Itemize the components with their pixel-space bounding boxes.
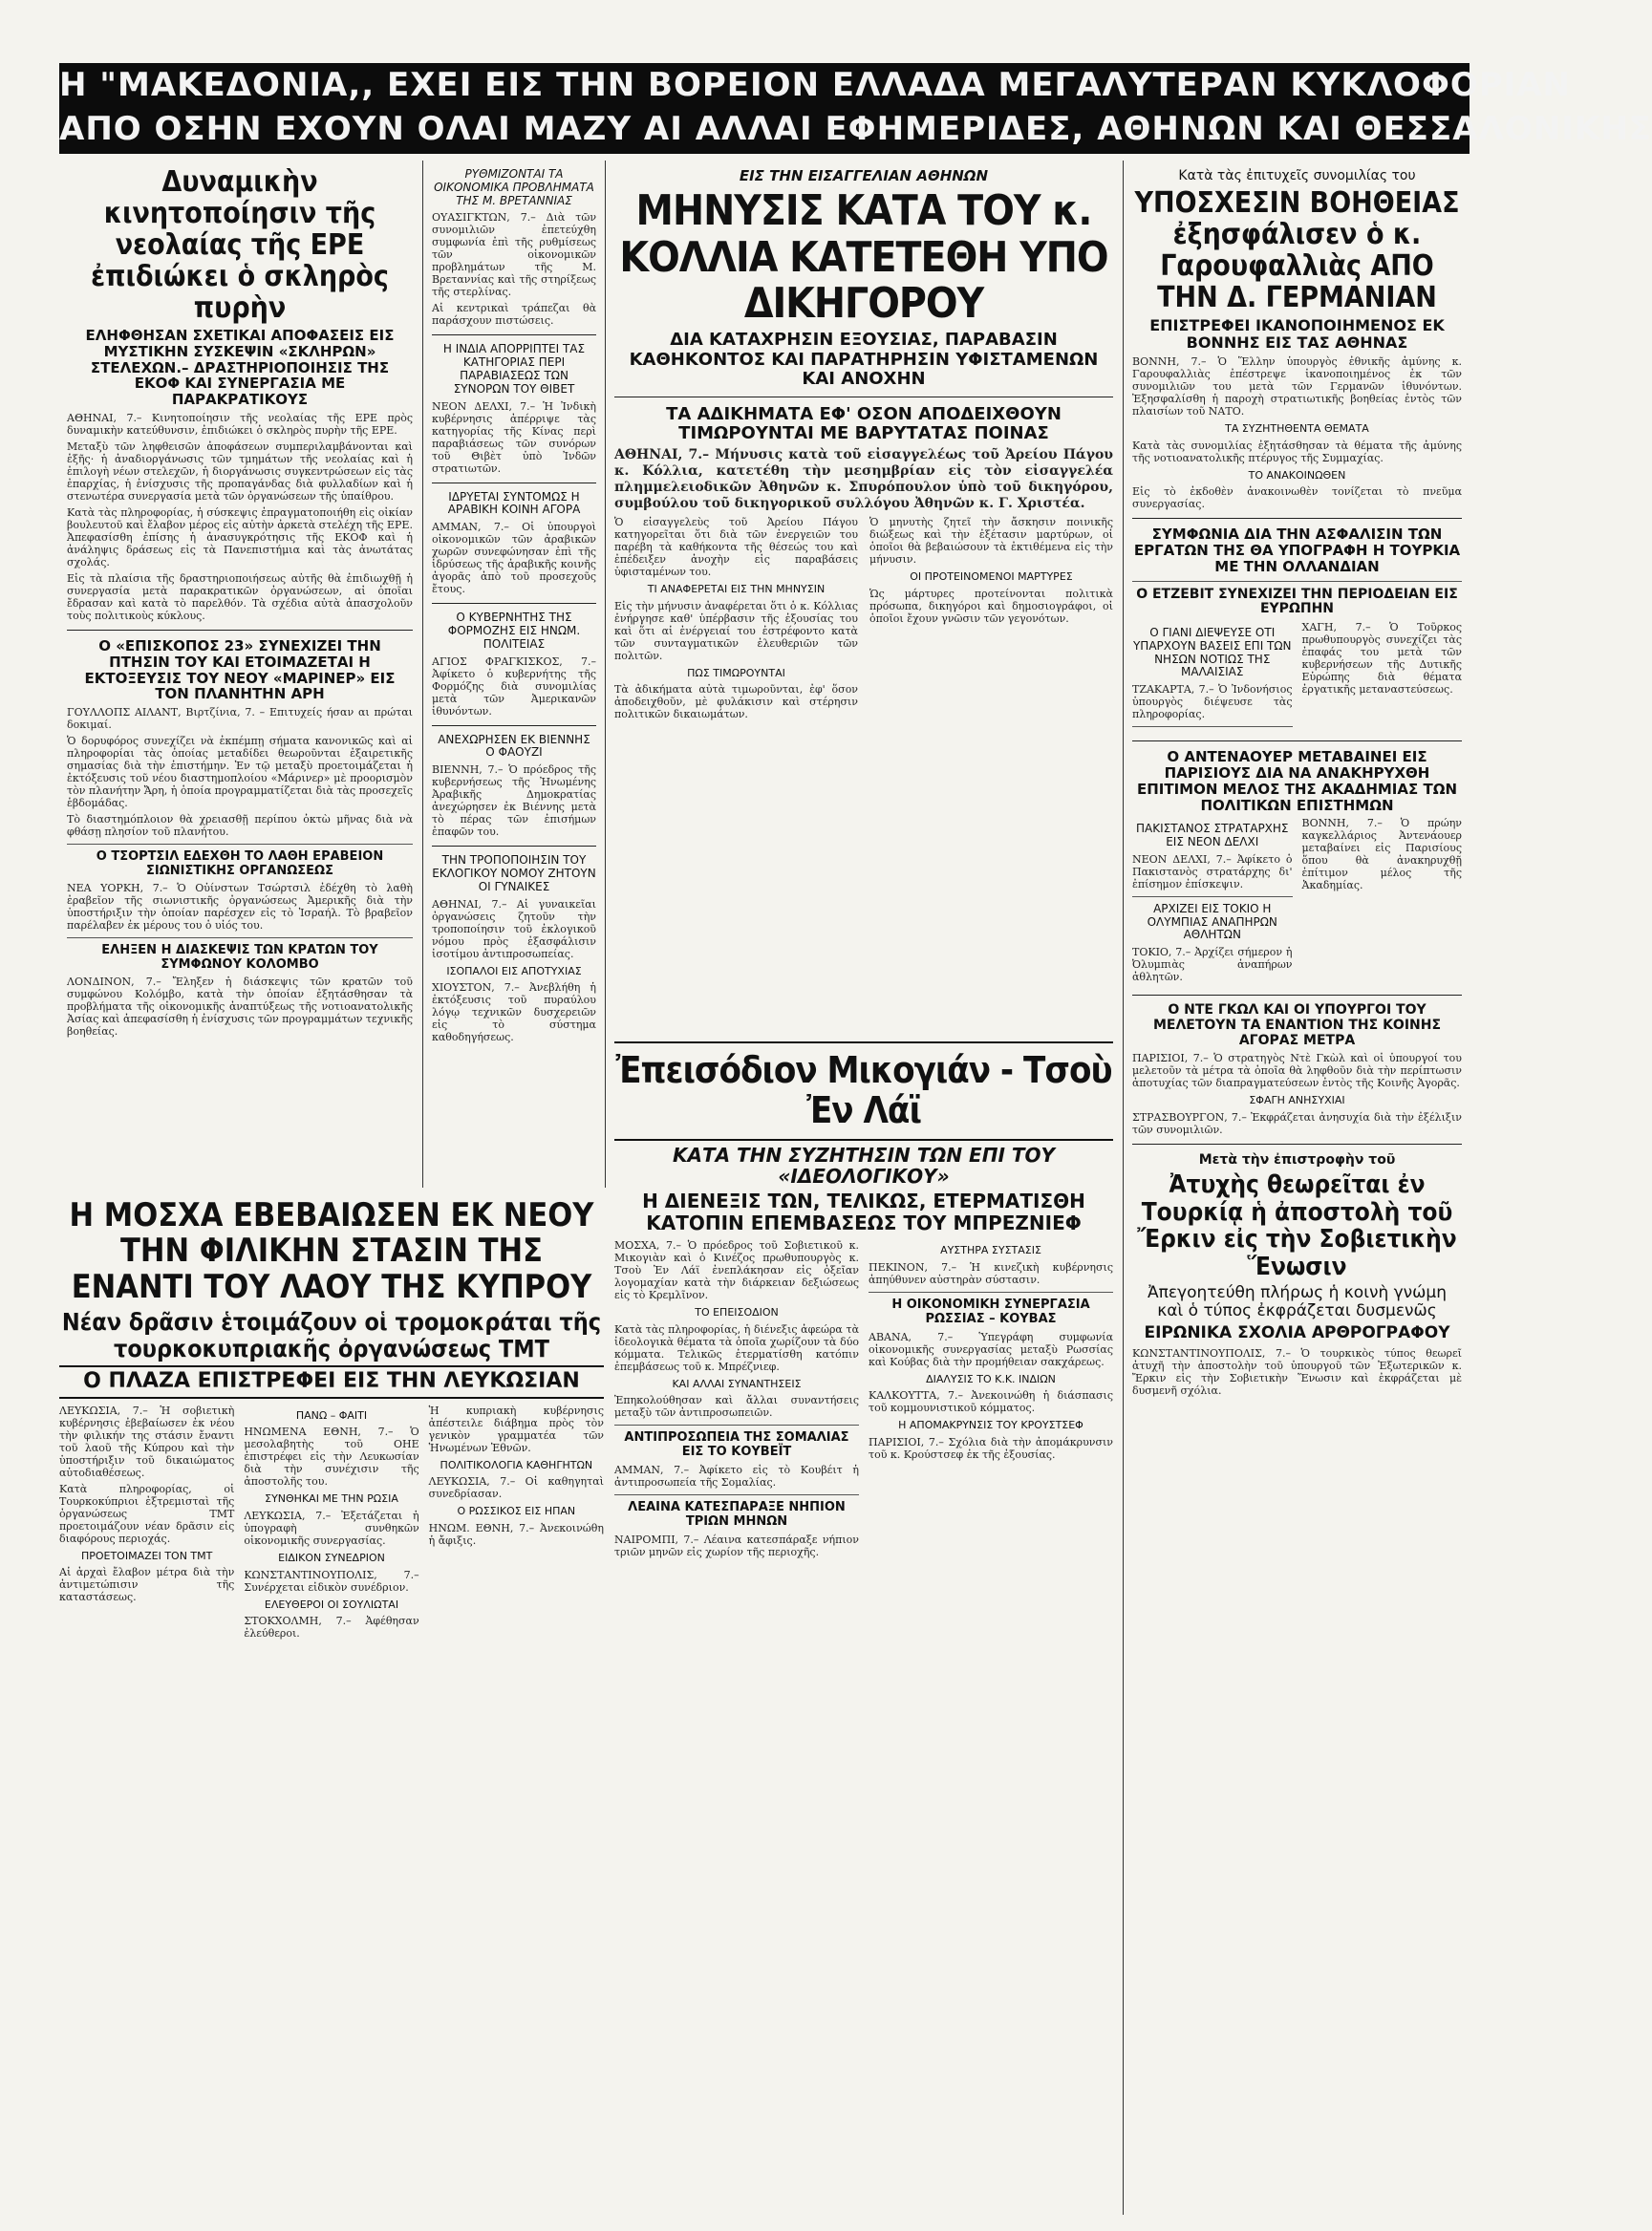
article-body: ΑΘΗΝΑΙ, 7.– Κινητοποίησιν τῆς νεολαίας τῆς ΕΡΕ πρὸς δυναμικὴν κατεύθυνσιν, ἐπιδιώκει ὁ σκληρὸς πυρὴν τῆς ΕΡΕ. — [67, 411, 413, 437]
article-body-filler: ΝΕΟΝ ΔΕΛΧΙ, 7.– Ἀφίκετο ὁ Πακιστανὸς στρατάρχης δι' ἐπίσημον ἐπίσκεψιν. — [1132, 852, 1293, 890]
article-lede: ΑΘΗΝΑΙ, 7.– Μήνυσις κατὰ τοῦ εἰσαγγελέως τοῦ Ἀρείου Πάγου κ. Κόλλια, κατετέθη τὴν μεσημβρίαν εἰς τὸν εἰσαγγελέα πλημμελειοδικῶν Ἀθηνῶν κ. Σπυρόπουλον ὑπὸ τοῦ δικηγόρου, συμβούλου τοῦ δικηγορικοῦ συλλόγου Ἀθηνῶν κ. Γ. Χριστέα. — [614, 447, 1113, 512]
article-body-filler: ΑΒΑΝΑ, 7.– Ὑπεγράφη συμφωνία οἰκονομικῆς συνεργασίας μεταξὺ Ρωσσίας καὶ Κούβας διὰ τὴν προμήθειαν σακχάρεως. — [869, 1330, 1113, 1368]
article-body-filler: Κατὰ τὰς πληροφορίας, ἡ διένεξις ἀφεώρα τὰ ἰδεολογικὰ θέματα τὰ ὁποῖα χωρίζουν τὰ δύο κόμματα. Τελικῶς ἐτερματίσθη κατόπιν ἐπεμβάσεως τοῦ κ. Μπρέζνιεφ. — [614, 1322, 859, 1373]
section-subhead: ΤΟ ΕΠΕΙΣΟΔΙΟΝ — [695, 1306, 779, 1319]
article-kicker: Κατὰ τὰς ἐπιτυχεῖς συνομιλίας του — [1178, 168, 1416, 183]
section-subhead: ΟΙ ΠΡΟΤΕΙΝΟΜΕΝΟΙ ΜΑΡΤΥΡΕΣ — [910, 570, 1073, 584]
article-subcolumn — [1132, 621, 1293, 733]
section-subhead: ΤΑ ΣΥΖΗΤΗΘΕΝΤΑ ΘΕΜΑΤΑ — [1225, 421, 1369, 435]
article-headline: Δυναμικὴν κινητοποίησιν τῆς νεολαίας τῆς ΕΡΕ ἐπιδιώκει ὁ σκληρὸς πυρὴν — [91, 165, 389, 325]
article-body-filler: ΠΑΡΙΣΙΟΙ, 7.– Ὁ στρατηγὸς Ντὲ Γκὼλ καὶ οἱ ὑπουργοί του μελετοῦν τὰ μέτρα τὰ ὁποῖα θὰ ληφθοῦν διὰ τὴν περίπτωσιν ἀποτυχίας τῶν διαπραγματεύσεων ἐντὸς τῆς Κοινῆς Ἀγορᾶς. — [1132, 1052, 1462, 1090]
section-subhead: ΙΣΟΠΑΛΟΙ ΕΙΣ ΑΠΟΤΥΧΙΑΣ — [446, 964, 582, 977]
article-headline: ΙΔΡΥΕΤΑΙ ΣΥΝΤΟΜΩΣ Η ΑΡΑΒΙΚΗ ΚΟΙΝΗ ΑΓΟΡΑ — [447, 489, 581, 517]
article-body-filler: ΣΤΟΚΧΟΛΜΗ, 7.– Ἀφέθησαν ἐλεύθεροι. — [244, 1615, 419, 1641]
article-body-filler: ΧΙΟΥΣΤΟΝ, 7.– Ἀνεβλήθη ἡ ἐκτόξευσις τοῦ πυραύλου λόγῳ τεχνικῶν δυσχερειῶν εἰς τὸ σύστημα καθοδηγήσεως. — [432, 981, 596, 1044]
article-headline: ΑΡΧΙΖΕΙ ΕΙΣ ΤΟΚΙΟ Η ΟΛΥΜΠΙΑΣ ΑΝΑΠΗΡΩΝ ΑΘΛΗΤΩΝ — [1147, 901, 1277, 942]
section-subhead: ΕΛΕΥΘΕΡΟΙ ΟΙ ΣΟΥΛΙΩΤΑΙ — [264, 1598, 399, 1611]
article-body-filler: ΑΜΜΑΝ, 7.– Ἀφίκετο εἰς τὸ Κουβέιτ ἡ ἀντιπροσωπεία τῆς Σομαλίας. — [614, 1464, 859, 1490]
banner-line-1: Η "ΜΑΚΕΔΟΝΙΑ,, ΕΧΕΙ ΕΙΣ ΤΗΝ ΒΟΡΕΙΟΝ ΕΛΛΑΔΑ ΜΕΓΑΛΥΤΕΡΑΝ ΚΥΚΛΟΦΟΡΙΑΝ — [59, 66, 1572, 104]
article-headline: Η ΙΝΔΙΑ ΑΠΟΡΡΙΠΤΕΙ ΤΑΣ ΚΑΤΗΓΟΡΙΑΣ ΠΕΡΙ ΠΑΡΑΒΙΑΣΕΩΣ ΤΩΝ ΣΥΝΟΡΩΝ ΤΟΥ ΘΙΒΕΤ — [442, 342, 586, 396]
article-body-filler: ΒΟΝΝΗ, 7.– Ὁ πρώην καγκελλάριος Ἀντενάουερ μεταβαίνει εἰς Παρισίους ὅπου θὰ ἀνακηρυχθῇ ἐπίτιμον μέλος τῆς Ἀκαδημίας. — [1301, 817, 1462, 892]
article-body-filler: ΗΝΩΜ. ΕΘΝΗ, 7.– Ἀνεκοινώθη ἡ ἄφιξις. — [428, 1522, 604, 1548]
section-subhead: ΣΥΝΘΗΚΑΙ ΜΕ ΤΗΝ ΡΩΣΙΑ — [265, 1492, 398, 1506]
article-body-filler: Ὁ δορυφόρος συνεχίζει νὰ ἐκπέμπῃ σήματα κανονικῶς καὶ αἱ πληροφορίαι τὰς ὁποίας μεταδίδει θεωροῦνται ἐξαιρετικῆς σημασίας διὰ τὴν ἐπιστήμην. Ἐν τῷ μεταξὺ προετοιμάζεται ἡ ἐκτόξευσις τοῦ νέου διαστημοπλοίου «Μάρινερ» μὲ προορισμὸν τὸν πλανήτην Ἄρη, ἡ ὁποία προγραμματίζεται διὰ τὰς προσεχεῖς ἑβδομάδας. — [67, 735, 413, 810]
article-subcolumn — [1302, 621, 1463, 733]
article-body-filler: Κατὰ πληροφορίας, οἱ Τουρκοκύπριοι ἐξτρεμισταὶ τῆς ὀργανώσεως ΤΜΤ προετοιμάζουν νέαν δρᾶσιν εἰς διαφόρους περιοχάς. — [59, 1482, 235, 1545]
article-body-filler: ΣΤΡΑΣΒΟΥΡΓΟΝ, 7.– Ἐκφράζεται ἀνησυχία διὰ τὴν ἐξέλιξιν τῶν συνομιλιῶν. — [1132, 1110, 1462, 1136]
article-headline: ΛΕΑΙΝΑ ΚΑΤΕΣΠΑΡΑΞΕ ΝΗΠΙΟΝ ΤΡΙΩΝ ΜΗΝΩΝ — [628, 1500, 846, 1530]
article-body-filler: ΟΥΑΣΙΓΚΤΩΝ, 7.– Διὰ τῶν συνομιλιῶν ἐπετεύχθη συμφωνία ἐπὶ τῆς ρυθμίσεως τῶν οἰκονομικῶν προβλημάτων τῆς Μ. Βρεταννίας καὶ τῆς στηρίξεως τῆς στερλίνας. — [432, 211, 596, 299]
article-headline: ΥΠΟΣΧΕΣΙΝ ΒΟΗΘΕΙΑΣ ἐξησφάλισεν ὁ κ. Γαρουφαλλιὰς ΑΠΟ ΤΗΝ Δ. ΓΕΡΜΑΝΙΑΝ — [1134, 186, 1460, 315]
article-deck: ΚΑΤΑ ΤΗΝ ΣΥΖΗΤΗΣΙΝ ΤΩΝ ΕΠΙ ΤΟΥ «ΙΔΕΟΛΟΓΙΚΟΥ» — [673, 1143, 1055, 1188]
column-divider — [1123, 161, 1124, 2215]
article-body-filler: Κατὰ τὰς πληροφορίας, ἡ σύσκεψις ἐπραγματοποιήθη εἰς οἰκίαν βουλευτοῦ καὶ ἔλαβον μέρος εἰς αὐτὴν ἀρκετὰ στελέχη τῆς ΕΡΕ. Ἀπεφασίσθη ἐπίσης ἡ ἀνασυγκρότησις τῆς ΕΚΟΦ καὶ ἡ ἀνάληψις δράσεως εἰς τὰ Πανεπιστήμια καὶ τὰς ἀνωτάτας σχολάς. — [67, 505, 413, 568]
article-body-filler: ΑΘΗΝΑΙ, 7.– Αἱ γυναικεῖαι ὀργανώσεις ζητοῦν τὴν τροποποίησιν τοῦ ἐκλογικοῦ νόμου πρὸς ἐξασφάλισιν ἰσοτίμου ἀντιπροσωπείας. — [432, 897, 596, 960]
article-subcolumn — [614, 516, 858, 724]
section-subhead: ΚΑΙ ΑΛΛΑΙ ΣΥΝΑΝΤΗΣΕΙΣ — [672, 1377, 802, 1390]
article-body-filler: ΚΩΝΣΤΑΝΤΙΝΟΥΠΟΛΙΣ, 7.– Ὁ τουρκικὸς τύπος θεωρεῖ ἀτυχῆ τὴν ἀποστολὴν τοῦ ὑπουργοῦ τῶν Ἐξωτερικῶν κ. Ἔρκιν εἰς τὴν Σοβιετικὴν Ἕνωσιν καὶ ἐκφράζεται μὲ δυσμενῆ σχόλια. — [1132, 1346, 1462, 1397]
article-headline: Ο ΤΣΟΡΤΣΙΛ ΕΔΕΧΘΗ ΤΟ ΛΑΘΗ ΕΡΑΒΕΙΟΝ ΣΙΩΝΙΣΤΙΚΗΣ ΟΡΓΑΝΩΣΕΩΣ — [96, 849, 384, 878]
article-headline: ΜΗΝΥΣΙΣ ΚΑΤΑ ΤΟΥ κ. ΚΟΛΛΙΑ ΚΑΤΕΤΕΘΗ ΥΠΟ ΔΙΚΗΓΟΡΟΥ — [619, 186, 1108, 329]
article-body-filler: Εἰς τὰ πλαίσια τῆς δραστηριοποιήσεως αὐτῆς θὰ ἐπιδιωχθῇ ἡ συνεργασία μετὰ παρακρατικῶν ὀργανώσεων, αἱ ὁποῖαι ἔδρασαν καὶ κατὰ τὸ παρελθόν. Τὰ σχέδια αὐτὰ ἀπασχολοῦν τοὺς πολιτικοὺς κύκλους. — [67, 571, 413, 622]
article-body-filler: Τὰ ἀδικήματα αὐτὰ τιμωροῦνται, ἐφ' ὅσον ἀποδειχθοῦν, μὲ φυλάκισιν καὶ στέρησιν πολιτικῶν δικαιωμάτων. — [614, 683, 858, 721]
article-columns — [614, 516, 1113, 724]
article-headline: ΡΥΘΜΙΖΟΝΤΑΙ ΤΑ ΟΙΚΟΝΟΜΙΚΑ ΠΡΟΒΛΗΜΑΤΑ ΤΗΣ Μ. ΒΡΕΤΑΝΝΙΑΣ — [434, 167, 594, 207]
article-kicker: Μετὰ τὴν ἐπιστροφὴν τοῦ — [1198, 1151, 1396, 1168]
article-body-filler: ΒΙΕΝΝΗ, 7.– Ὁ πρόεδρος τῆς κυβερνήσεως τῆς Ἠνωμένης Ἀραβικῆς Δημοκρατίας ἀνεχώρησεν ἐκ Βιέννης μετὰ τὸ πέρας τῶν ἐπισήμων ἐπαφῶν του. — [432, 763, 596, 839]
article-headline: Ο ΓΙΑΝΙ ΔΙΕΨΕΥΣΕ ΟΤΙ ΥΠΑΡΧΟΥΝ ΒΑΣΕΙΣ ΕΠΙ ΤΩΝ ΝΗΣΩΝ ΝΟΤΙΩΣ ΤΗΣ ΜΑΛΑΙΣΙΑΣ — [1132, 625, 1292, 679]
article-body-filler: Τὸ διαστημόπλοιον θὰ χρειασθῇ περίπου ὀκτὼ μῆνας διὰ νὰ φθάσῃ πλησίον τοῦ πλανήτου. — [67, 813, 413, 839]
article-body-filler: ΧΑΓΗ, 7.– Ὁ Τοῦρκος πρωθυπουργὸς συνεχίζει τὰς ἐπαφάς του μετὰ τῶν κυβερνήσεων τῆς Δυτικῆς Εὐρώπης διὰ θέματα ἐργατικῆς μεταναστεύσεως. — [1301, 620, 1462, 696]
article-body-filler: ΝΕΑ ΥΟΡΚΗ, 7.– Ὁ Οὐίνστων Τσώρτσιλ ἐδέχθη τὸ λαθὴ ἐραβεῖον τῆς σιωνιστικῆς ὀργανώσεως Ἀμερικῆς διὰ τὴν ὑποστήριξιν τὴν ὁποίαν παρέσχεν εἰς τὸ Ἰσραήλ. Τὸ βραβεῖον παρέλαβεν ἐκ μέρους του ὁ υἱός του. — [67, 882, 413, 933]
article-body-filler: Αἱ ἀρχαὶ ἔλαβον μέτρα διὰ τὴν ἀντιμετώπισιν τῆς καταστάσεως. — [59, 1566, 235, 1604]
section-subhead: ΣΦΑΓΗ ΑΝΗΣΥΧΙΑΙ — [1249, 1094, 1345, 1107]
article-body-filler: Ἐπηκολούθησαν καὶ ἄλλαι συναντήσεις μεταξὺ τῶν ἀντιπροσωπειῶν. — [614, 1394, 859, 1420]
article-body-filler: ΑΜΜΑΝ, 7.– Οἱ ὑπουργοὶ οἰκονομικῶν τῶν ἀραβικῶν χωρῶν συνεφώνησαν ἐπὶ τῆς ἱδρύσεως τῆς ἀραβικῆς κοινῆς ἀγορᾶς ἀπὸ τοῦ προσεχοῦς ἔτους. — [432, 521, 596, 596]
article-body-filler: ΝΕΟΝ ΔΕΛΧΙ, 7.– Ἡ Ἰνδικὴ κυβέρνησις ἀπέρριψε τὰς κατηγορίας τῆς Κίνας περὶ παραβιάσεως τῶν συνόρων τοῦ Θιβὲτ ὑπὸ Ἰνδῶν στρατιωτῶν. — [432, 399, 596, 475]
article-headline: ΣΥΜΦΩΝΙΑ ΔΙΑ ΤΗΝ ΑΣΦΑΛΙΣΙΝ ΤΩΝ ΕΡΓΑΤΩΝ ΤΗΣ ΘΑ ΥΠΟΓΡΑΦΗ Η ΤΟΥΡΚΙΑ ΜΕ ΤΗΝ ΟΛΛΑΝΔΙΑΝ — [1133, 526, 1461, 575]
article-headline: Ο «ΕΠΙΣΚΟΠΟΣ 23» ΣΥΝΕΧΙΖΕΙ ΤΗΝ ΠΤΗΣΙΝ ΤΟΥ ΚΑΙ ΕΤΟΙΜΑΖΕΤΑΙ Η ΕΚΤΟΞΕΥΣΙΣ ΤΟΥ ΝΕΟΥ «ΜΑΡΙΝΕΡ» ΕΙΣ ΤΟΝ ΠΛΑΝΗΤΗΝ ΑΡΗ — [84, 636, 396, 703]
article-body-filler: Ὁ μηνυτὴς ζητεῖ τὴν ἄσκησιν ποινικῆς διώξεως καὶ τὴν ἐξέτασιν μαρτύρων, οἱ ὁποῖοι θὰ βεβαιώσουν τὰ ἐκτιθέμενα εἰς τὴν μήνυσιν. — [869, 516, 1113, 567]
article-columns — [614, 1239, 1113, 1562]
column-2 — [432, 162, 596, 1185]
masthead-banner — [59, 63, 1652, 154]
article-deck: Ἀπεγοητεύθη πλήρως ἡ κοινὴ γνώμη καὶ ὁ τύπος ἐκφράζεται δυσμενῶς — [1147, 1283, 1447, 1321]
article-subcolumn — [429, 1405, 604, 1644]
article-body-filler: ΚΩΝΣΤΑΝΤΙΝΟΥΠΟΛΙΣ, 7.– Συνέρχεται εἰδικὸν συνέδριον. — [244, 1568, 419, 1594]
article-headline: ΑΝΕΧΩΡΗΣΕΝ ΕΚ ΒΙΕΝΝΗΣ Ο ΦΑΟΥΖΙ — [438, 732, 590, 760]
column-divider — [605, 161, 606, 1188]
section-subhead: ΠΩΣ ΤΙΜΩΡΟΥΝΤΑΙ — [687, 666, 785, 679]
section-subhead: ΕΙΔΙΚΟΝ ΣΥΝΕΔΡΙΟΝ — [278, 1552, 385, 1565]
article-body-filler: Εἰς τὸ ἐκδοθὲν ἀνακοινωθὲν τονίζεται τὸ πνεῦμα συνεργασίας. — [1132, 485, 1462, 511]
article-body-filler: ΗΝΩΜΕΝΑ ΕΘΝΗ, 7.– Ὁ μεσολαβητὴς τοῦ ΟΗΕ ἐπιστρέφει εἰς τὴν Λευκωσίαν διὰ τὴν συνέχισιν τῆς ἀποστολῆς του. — [244, 1426, 419, 1489]
article-columns — [1132, 621, 1462, 733]
article-subcolumn — [244, 1405, 418, 1644]
section-subhead: ΠΟΛΙΤΙΚΟΛΟΓΙΑ ΚΑΘΗΓΗΤΩΝ — [440, 1458, 593, 1471]
banner-line-2: ΑΠΟ ΟΣΗΝ ΕΧΟΥΝ ΟΛΑΙ ΜΑΖΥ ΑΙ ΑΛΛΑΙ ΕΦΗΜΕΡΙΔΕΣ, ΑΘΗΝΩΝ ΚΑΙ ΘΕΣΣΑΛΟΝΙΚΗΣ — [59, 110, 1652, 148]
article-headline: Ο ΝΤΕ ΓΚΩΛ ΚΑΙ ΟΙ ΥΠΟΥΡΓΟΙ ΤΟΥ ΜΕΛΕΤΟΥΝ ΤΑ ΕΝΑΝΤΙΟΝ ΤΗΣ ΚΟΙΝΗΣ ΑΓΟΡΑΣ ΜΕΤΡΑ — [1152, 1002, 1442, 1048]
section-subhead: ΔΙΑΛΥΣΙΣ ΤΟ Κ.Κ. ΙΝΔΙΩΝ — [926, 1372, 1056, 1385]
article-body-filler: Ἡ κυπριακὴ κυβέρνησις ἀπέστειλε διάβημα πρὸς τὸν γενικὸν γραμματέα τῶν Ἡνωμένων Ἐθνῶν. — [428, 1404, 604, 1454]
article-subcolumn — [614, 1239, 859, 1562]
section-subhead: ΑΥΣΤΗΡΑ ΣΥΣΤΑΣΙΣ — [940, 1244, 1041, 1257]
article-kicker: ΕΙΣ ΤΗΝ ΕΙΣΑΓΓΕΛΙΑΝ ΑΘΗΝΩΝ — [739, 167, 989, 184]
article-body: ΓΟΥΛΛΟΠΣ ΑΙΛΑΝΤ, Βιρτζίνια, 7. – Επιτυχείς ήσαν αι πρώται δοκιμαί. — [67, 706, 413, 732]
column-4 — [1132, 162, 1462, 2217]
section-subhead: Ο ΡΩΣΣΙΚΟΣ ΕΙΣ ΗΠΑΝ — [457, 1505, 576, 1518]
article-headline: Ἐπεισόδιον Μικογιάν - Τσοὺ Ἐν Λάϊ — [615, 1049, 1112, 1131]
article-headline: Ο ΕΤΖΕΒΙΤ ΣΥΝΕΧΙΖΕΙ ΤΗΝ ΠΕΡΙΟΔΕΙΑΝ ΕΙΣ ΕΥΡΩΠΗΝ — [1136, 586, 1458, 617]
article-deck: ΤΑ ΑΔΙΚΗΜΑΤΑ ΕΦ' ΟΣΟΝ ΑΠΟΔΕΙΧΘΟΥΝ ΤΙΜΩΡΟΥΝΤΑΙ ΜΕ ΒΑΡΥΤΑΤΑΣ ΠΟΙΝΑΣ — [666, 403, 1062, 444]
article-body-filler: ΚΑΛΚΟΥΤΤΑ, 7.– Ἀνεκοινώθη ἡ διάσπασις τοῦ κομμουνιστικοῦ κόμματος. — [869, 1389, 1113, 1415]
article-body-filler: ΛΟΝΔΙΝΟΝ, 7.– Ἔληξεν ἡ διάσκεψις τῶν κρατῶν τοῦ συμφώνου Κολόμβο, κατὰ τὴν ὁποίαν ἐξητάσθησαν τὰ προβλήματα τῆς οἰκονομικῆς ἀναπτύξεως τῆς νοτιοανατολικῆς Ἀσίας καὶ ἀπεφασίσθη ἡ ἐνίσχυσις τῶν προγραμμάτων τεχνικῆς βοηθείας. — [67, 976, 413, 1039]
article-body-filler: ΤΖΑΚΑΡΤΑ, 7.– Ὁ Ἰνδονήσιος ὑπουργὸς διέψευσε τὰς πληροφορίας. — [1132, 683, 1293, 721]
article-subcolumn — [1302, 817, 1463, 987]
article-headline: Ἀτυχὴς θεωρεῖται ἐν Τουρκίᾳ ἡ ἀποστολὴ τοῦ Ἔρκιν εἰς τὴν Σοβιετικὴν Ἕνωσιν — [1137, 1170, 1457, 1281]
article-headline: ΑΝΤΙΠΡΟΣΩΠΕΙΑ ΤΗΣ ΣΟΜΑΛΙΑΣ ΕΙΣ ΤΟ ΚΟΥΒΕΪΤ — [624, 1430, 849, 1460]
article-columns — [59, 1405, 604, 1644]
article-headline-box — [614, 1041, 1113, 1141]
article-deck: Η ΔΙΕΝΕΞΙΣ ΤΩΝ, ΤΕΛΙΚΩΣ, ΕΤΕΡΜΑΤΙΣΘΗ ΚΑΤΟΠΙΝ ΕΠΕΜΒΑΣΕΩΣ ΤΟΥ ΜΠΡΕΖΝΙΕΦ — [642, 1190, 1085, 1234]
article-headline: ΠΑΚΙΣΤΑΝΟΣ ΣΤΡΑΤΑΡΧΗΣ ΕΙΣ ΝΕΟΝ ΔΕΛΧΙ — [1135, 822, 1289, 849]
article-columns — [1132, 817, 1462, 987]
column-3 — [614, 162, 1113, 721]
article-subcolumn — [59, 1405, 234, 1644]
column-1 — [67, 162, 413, 1185]
column-divider — [422, 161, 423, 1188]
article-deck: ΔΙΑ ΚΑΤΑΧΡΗΣΙΝ ΕΞΟΥΣΙΑΣ, ΠΑΡΑΒΑΣΙΝ ΚΑΘΗΚΟΝΤΟΣ ΚΑΙ ΠΑΡΑΤΗΡΗΣΙΝ ΥΦΙΣΤΑΜΕΝΩΝ ΚΑΙ ΑΝΟΧΗΝ — [629, 330, 1099, 389]
article-headline: ΕΛΗΞΕΝ Η ΔΙΑΣΚΕΨΙΣ ΤΩΝ ΚΡΑΤΩΝ ΤΟΥ ΣΥΜΦΩΝΟΥ ΚΟΛΟΜΒΟ — [101, 943, 378, 972]
article-body-filler: ΛΕΥΚΩΣΙΑ, 7.– Οἱ καθηγηταὶ συνεδρίασαν. — [428, 1475, 604, 1501]
article-body-filler: Αἱ κεντρικαὶ τράπεζαι θὰ παράσχουν πιστώσεις. — [432, 302, 596, 328]
article-body-filler: Κατὰ τὰς συνομιλίας ἐξητάσθησαν τὰ θέματα τῆς ἀμύνης τῆς νοτιοανατολικῆς πτέρυγος τῆς Συμμαχίας. — [1132, 439, 1462, 464]
article-headline: Ο ΚΥΒΕΡΝΗΤΗΣ ΤΗΣ ΦΟΡΜΟΖΗΣ ΕΙΣ ΗΝΩΜ. ΠΟΛΙΤΕΙΑΣ — [447, 611, 581, 651]
cyprus-article — [59, 1194, 604, 2217]
article-body-filler: ΒΟΝΝΗ, 7.– Ὁ Ἕλλην ὑπουργὸς ἐθνικῆς ἀμύνης κ. Γαρουφαλλιὰς ἐπέστρεψε ἱκανοποιημένος ἐκ τῶν συνομιλιῶν του μετὰ τῶν Γερμανῶν ἰθυνόντων. Ἐξησφαλίσθη ἡ παροχὴ στρατιωτικῆς βοηθείας ἐντὸς τῶν πλαισίων τοῦ ΝΑΤΟ. — [1132, 354, 1462, 418]
article-headline: ΕΙΡΩΝΙΚΑ ΣΧΟΛΙΑ ΑΡΘΡΟΓΡΑΦΟΥ — [1144, 1323, 1450, 1343]
article-body-filler: Ὁ εἰσαγγελεὺς τοῦ Ἀρείου Πάγου κατηγορεῖται ὅτι διὰ τῶν ἐνεργειῶν του παρέβη τὰ καθήκοντα τῆς θέσεώς του καὶ ἐπέδειξεν ἀνοχὴν εἰς παραβάσεις ὑφισταμένων του. — [614, 516, 858, 579]
section-subhead: ΤΙ ΑΝΑΦΕΡΕΤΑΙ ΕΙΣ ΤΗΝ ΜΗΝΥΣΙΝ — [647, 583, 826, 596]
article-body-filler: ΝΑΙΡΟΜΠΙ, 7.– Λέαινα κατεσπάραξε νήπιον τριῶν μηνῶν εἰς χωρίον τῆς περιοχῆς. — [614, 1534, 859, 1559]
section-subhead: Η ΑΠΟΜΑΚΡΥΝΣΙΣ ΤΟΥ ΚΡΟΥΣΤΣΕΦ — [898, 1419, 1083, 1432]
article-body-filler: Εἰς τὴν μήνυσιν ἀναφέρεται ὅτι ὁ κ. Κόλλιας ἐνήργησε καθ' ὑπέρβασιν τῆς ἐξουσίας του καὶ ὅτι αἱ ἐνέργειαί του ἐστρέφοντο κατὰ τῶν συνταγματικῶν ἐλευθεριῶν τῶν πολιτῶν. — [614, 599, 858, 662]
section-subhead: ΠΑΝΩ – ΦΑΙΤΙ — [295, 1408, 368, 1422]
article-body-filler: Μεταξὺ τῶν ληφθεισῶν ἀποφάσεων συμπεριλαμβάνονται καὶ ἑξῆς· ἡ ἀναδιοργάνωσις τῶν τμημάτων τῆς νεολαίας καὶ ἡ ἐπιλογὴ νέων στελεχῶν, ἡ διοργάνωσις συγκεντρώσεων εἰς τὰς ἐπαρχίας, ἡ ἐνίσχυσις τῆς προπαγάνδας διὰ φυλλαδίων καὶ ἡ στενωτέρα συνεργασία μετὰ τῶν ὀργανώσεων τῆς ὑπαίθρου. — [67, 440, 413, 503]
article-deck: Νέαν δρᾶσιν ἑτοιμάζουν οἱ τρομοκράται τῆς τουρκοκυπριακῆς ὀργανώσεως ΤΜΤ — [61, 1308, 602, 1362]
article-deck: Ο ΠΛΑΖΑ ΕΠΙΣΤΡΕΦΕΙ ΕΙΣ ΤΗΝ ΛΕΥΚΩΣΙΑΝ — [59, 1365, 604, 1399]
section-subhead: ΤΟ ΑΝΑΚΟΙΝΩΘΕΝ — [1248, 468, 1346, 482]
article-deck: ΕΠΙΣΤΡΕΦΕΙ ΙΚΑΝΟΠΟΙΗΜΕΝΟΣ ΕΚ ΒΟΝΝΗΣ ΕΙΣ ΤΑΣ ΑΘΗΝΑΣ — [1149, 316, 1445, 352]
article-subcolumn — [1132, 817, 1293, 987]
article-subcolumn — [869, 1239, 1113, 1562]
article-body-filler: ΑΓΙΟΣ ΦΡΑΓΚΙΣΚΟΣ, 7.– Ἀφίκετο ὁ κυβερνήτης τῆς Φορμόζης διὰ συνομιλίας μετὰ τῶν Ἀμερικανῶν ἰθυνόντων. — [432, 654, 596, 718]
article-body-filler: ΤΟΚΙΟ, 7.– Ἀρχίζει σήμερον ἡ Ὀλυμπιὰς ἀναπήρων ἀθλητῶν. — [1132, 946, 1293, 984]
article-body-filler: ΛΕΥΚΩΣΙΑ, 7.– Ἡ σοβιετικὴ κυβέρνησις ἐβεβαίωσεν ἐκ νέου τὴν φιλικήν της στάσιν ἔναντι τοῦ λαοῦ τῆς Κύπρου καὶ τὴν ὑποστήριξιν τοῦ δικαιώματος αὐτοδιαθέσεως. — [59, 1404, 235, 1479]
article-body-filler: Ὡς μάρτυρες προτείνονται πολιτικὰ πρόσωπα, δικηγόροι καὶ δημοσιογράφοι, οἱ ὁποῖοι ἔχουν γνῶσιν τῶν γεγονότων. — [869, 587, 1113, 625]
article-headline: Ο ΑΝΤΕΝΑΟΥΕΡ ΜΕΤΑΒΑΙΝΕΙ ΕΙΣ ΠΑΡΙΣΙΟΥΣ ΔΙΑ ΝΑ ΑΝΑΚΗΡΥΧΘΗ ΕΠΙΤΙΜΟΝ ΜΕΛΟΣ ΤΗΣ ΑΚΑΔΗΜΙΑΣ ΤΩΝ ΠΟΛΙΤΙΚΩΝ ΕΠΙΣΤΗΜΩΝ — [1136, 748, 1458, 814]
article-body-filler: ΜΟΣΧΑ, 7.– Ὁ πρόεδρος τοῦ Σοβιετικοῦ κ. Μικογιὰν καὶ ὁ Κινέζος πρωθυπουργὸς κ. Τσοὺ Ἐν Λάϊ ἐνεπλάκησαν εἰς ὀξεῖαν λογομαχίαν κατὰ τὴν διάρκειαν δεξιώσεως εἰς τὸ Κρεμλῖνον. — [614, 1239, 859, 1302]
article-headline: Η ΟΙΚΟΝΟΜΙΚΗ ΣΥΝΕΡΓΑΣΙΑ ΡΩΣΣΙΑΣ – ΚΟΥΒΑΣ — [891, 1297, 1090, 1326]
article-subheadline: ΕΛΗΦΘΗΣΑΝ ΣΧΕΤΙΚΑΙ ΑΠΟΦΑΣΕΙΣ ΕΙΣ ΜΥΣΤΙΚΗΝ ΣΥΣΚΕΨΙΝ «ΣΚΛΗΡΩΝ» ΣΤΕΛΕΧΩΝ.– ΔΡΑΣΤΗΡΙΟΠΟΙΗΣΙΣ ΤΗΣ ΕΚΟΦ ΚΑΙ ΣΥΝΕΡΓΑΣΙΑ ΜΕ ΠΑΡΑΚΡΑΤΙΚΟΥΣ — [85, 327, 395, 409]
article-headline: ΤΗΝ ΤΡΟΠΟΠΟΙΗΣΙΝ ΤΟΥ ΕΚΛΟΓΙΚΟΥ ΝΟΜΟΥ ΖΗΤΟΥΝ ΟΙ ΓΥΝΑΙΚΕΣ — [432, 853, 596, 893]
article-headline: Η ΜΟΣΧΑ ΕΒΕΒΑΙΩΣΕΝ ΕΚ ΝΕΟΥ ΤΗΝ ΦΙΛΙΚΗΝ ΣΤΑΣΙΝ ΤΗΣ ΕΝΑΝΤΙ ΤΟΥ ΛΑΟΥ ΤΗΣ ΚΥΠΡΟΥ — [69, 1196, 594, 1306]
article-body-filler: ΠΑΡΙΣΙΟΙ, 7.– Σχόλια διὰ τὴν ἀπομάκρυνσιν τοῦ κ. Κρούστσεφ ἐκ τῆς ἐξουσίας. — [869, 1435, 1113, 1461]
article-subcolumn — [869, 516, 1113, 724]
article-body-filler: ΛΕΥΚΩΣΙΑ, 7.– Ἐξετάζεται ἡ ὑπογραφὴ συνθηκῶν οἰκονομικῆς συνεργασίας. — [244, 1510, 419, 1548]
mikoyan-article — [614, 1041, 1113, 2217]
article-body-filler: ΠΕΚΙΝΟΝ, 7.– Ἡ κινεζικὴ κυβέρνησις ἀπηύθυνεν αὐστηρὰν σύστασιν. — [869, 1260, 1113, 1286]
section-subhead: ΠΡΟΕΤΟΙΜΑΖΕΙ ΤΟΝ ΤΜΤ — [80, 1549, 213, 1562]
